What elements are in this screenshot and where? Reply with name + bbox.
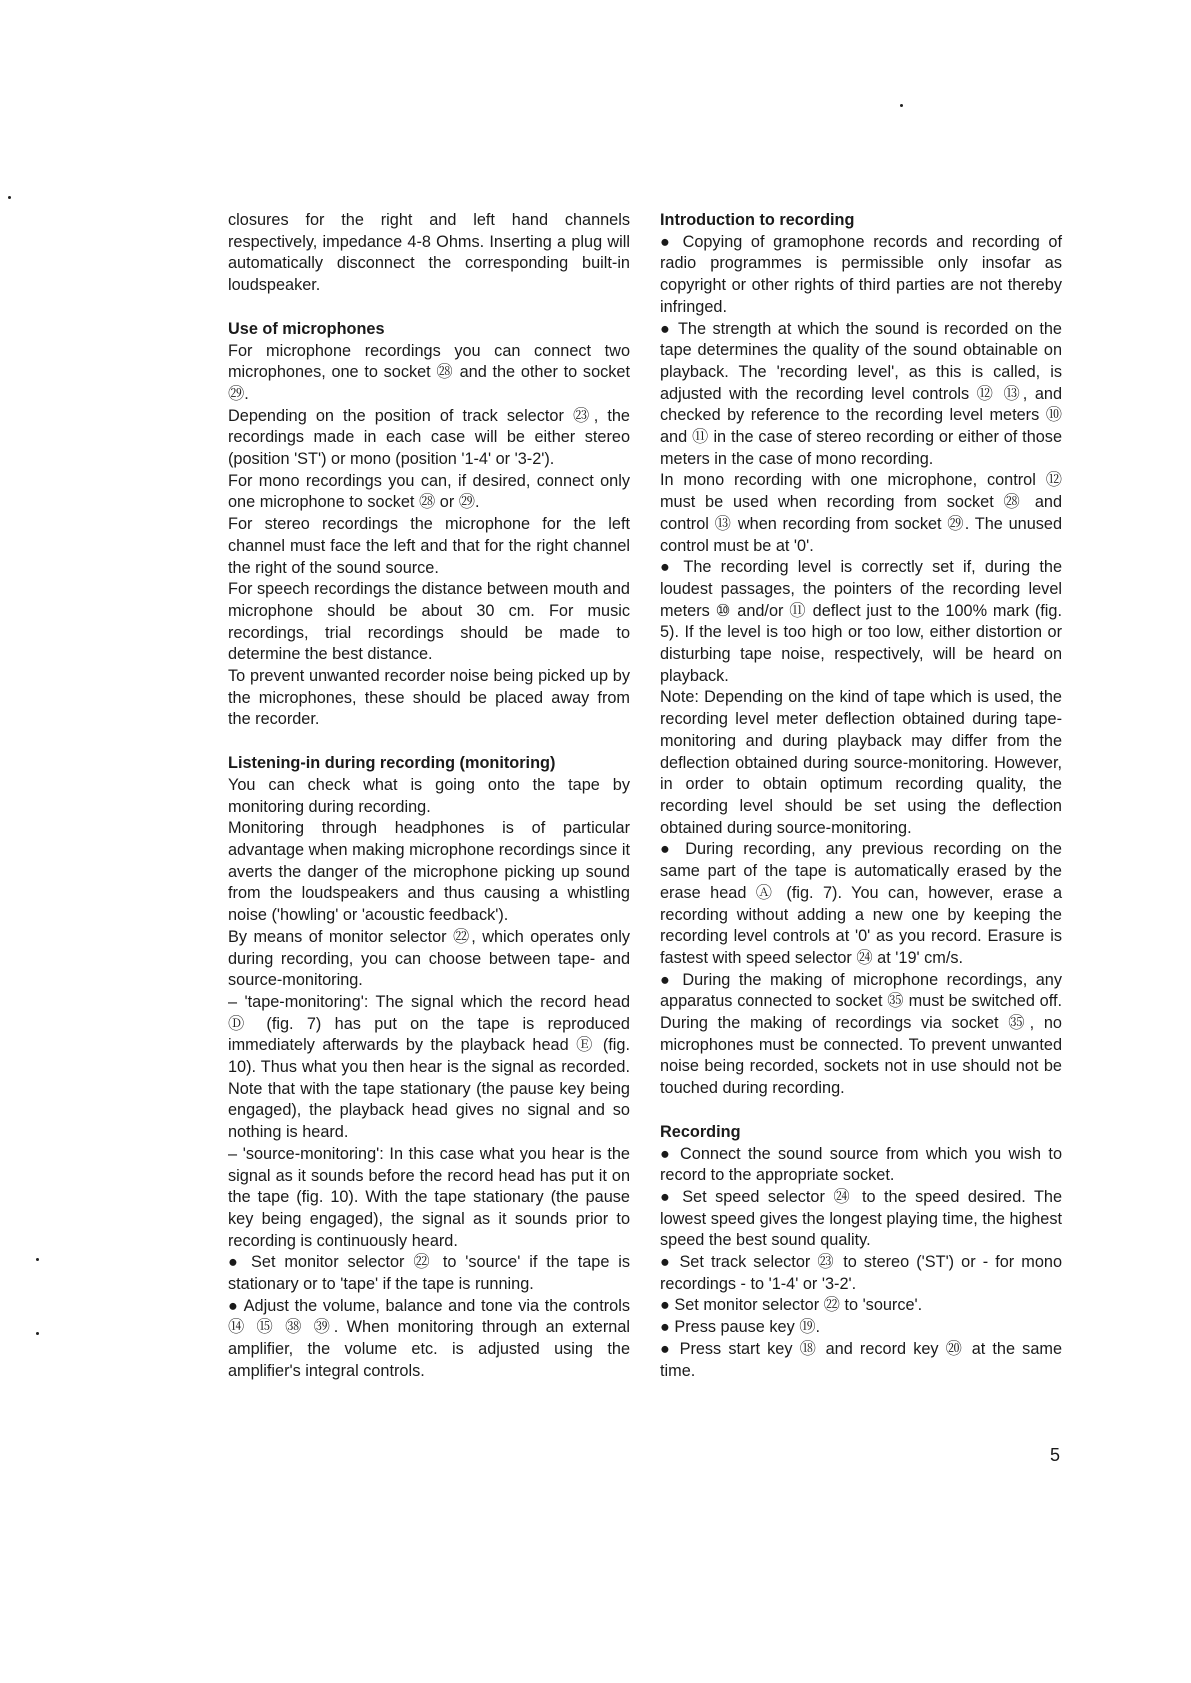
section-heading-introduction: Introduction to recording <box>660 211 855 229</box>
paragraph: For microphone recordings you can connect two microphones, one to socket ㉘ and the other to socket ㉙. <box>228 341 630 403</box>
paragraph: – 'tape-monitoring': The signal which the record head Ⓓ (fig. 7) has put on the tape is reproduced immediately afterwards by the playback head Ⓔ (fig. 10). Thus what you then hear is the signal as recorded. Note that with the tape stationary (the pause key being engaged), the playback head gives no signal and so nothing is heard. <box>228 992 630 1142</box>
scan-speck <box>36 1258 39 1261</box>
intro-paragraph: closures for the right and left hand channels respectively, impedance 4-8 Ohms. Inserting a plug will automatically disconnect the corresponding built-in loudspeaker. <box>228 211 630 295</box>
scan-speck <box>8 196 11 199</box>
paragraph: To prevent unwanted recorder noise being picked up by the microphones, these should be placed away from the recorder. <box>228 667 630 729</box>
paragraph: In mono recording with one microphone, control ⑫ must be used when recording from socket ㉘ and control ⑬ when recording from socket ㉙. The unused control must be at '0'. <box>660 471 1062 555</box>
bullet-item: ● The recording level is correctly set if, during the loudest passages, the pointers of the recording level meters ⑩ and/or ⑪ deflect just to the 100% mark (fig. 5). If the level is too high or too low, either distortion or disturbing tape noise, respectively, will be heard on playback. <box>660 558 1062 685</box>
section-heading-monitoring: Listening-in during recording (monitoring) <box>228 754 556 773</box>
paragraph: You can check what is going onto the tape by monitoring during recording. <box>228 775 630 816</box>
paragraph: Depending on the position of track selector ㉓, the recordings made in each case will be either stereo (position 'ST') or mono (position '1-4' or '3-2'). <box>228 406 630 469</box>
section-heading-use-of-microphones: Use of microphones <box>228 319 385 338</box>
note-paragraph: Note: Depending on the kind of tape which is used, the recording level meter deflection obtained during tape-monitoring and during playback may differ from the deflection obtained during source-monitoring. However, in order to obtain optimum recording quality, the recording level should be set using the deflection obtained during source-monitoring. <box>660 688 1062 837</box>
bullet-item: ● Press pause key ⑲. <box>660 1318 821 1337</box>
left-column <box>228 210 630 1383</box>
paragraph: Monitoring through headphones is of particular advantage when making microphone recordings since it averts the danger of the microphone picking up sound from the loudspeakers and thus causing a whistling noise ('howling' or 'acoustic feedback'). <box>228 819 630 925</box>
bullet-item: ● The strength at which the sound is recorded on the tape determines the quality of the sound obtainable on playback. The 'recording level', as this is called, is adjusted with the recording level controls ⑫ ⑬, and checked by reference to the recording level meters ⑩ and ⑪ in the case of stereo recording or either of those meters in the case of mono recording. <box>660 319 1062 468</box>
bullet-item: ● During the making of microphone recordings, any apparatus connected to socket ㉟ must be switched off. During the making of recordings via socket ㉟, no microphones must be connected. To prevent unwanted noise being recorded, sockets not in use should not be touched during recording. <box>660 970 1062 1098</box>
bullet-item: ● Copying of gramophone records and recording of radio programmes is permissible only insofar as copyright or other rights of third parties are not thereby infringed. <box>660 232 1062 316</box>
paragraph: By means of monitor selector ㉒, which operates only during recording, you can choose between tape- and source-monitoring. <box>228 927 630 990</box>
bullet-item: ● Set speed selector ㉔ to the speed desired. The lowest speed gives the longest playing time, the highest speed the best sound quality. <box>660 1187 1062 1250</box>
bullet-item: ● Connect the sound source from which you wish to record to the appropriate socket. <box>660 1144 1062 1185</box>
scan-speck <box>900 104 903 107</box>
paragraph: For mono recordings you can, if desired, connect only one microphone to socket ㉘ or ㉙. <box>228 471 630 512</box>
bullet-item: ● Set monitor selector ㉒ to 'source' if the tape is stationary or to 'tape' if the tape is running. <box>228 1253 630 1294</box>
bullet-item: ● Adjust the volume, balance and tone via the controls ⑭ ⑮ ㊳ ㊴. When monitoring through an external amplifier, the volume etc. is adjusted using the amplifier's integral controls. <box>228 1296 630 1380</box>
bullet-item: ● Set track selector ㉓ to stereo ('ST') or - for mono recordings - to '1-4' or '3-2'. <box>660 1253 1062 1293</box>
bullet-item: ● Press start key ⑱ and record key ⑳ at the same time. <box>660 1339 1062 1380</box>
section-heading-recording: Recording <box>660 1122 741 1141</box>
bullet-item: ● During recording, any previous recording on the same part of the tape is automatically erased by the erase head Ⓐ (fig. 7). You can, however, erase a recording without adding a new one by keeping the recording level controls at '0' as you record. Erasure is fastest with speed selector ㉔ at '19' cm/s. <box>660 840 1062 967</box>
bullet-item: ● Set monitor selector ㉒ to 'source'. <box>660 1296 923 1315</box>
paragraph: For stereo recordings the microphone for the left channel must face the left and that for the right channel the right of the sound source. <box>228 515 630 577</box>
right-column <box>660 210 1062 1382</box>
scan-speck <box>36 1332 39 1335</box>
paragraph: – 'source-monitoring': In this case what you hear is the signal as it sounds before the record head has put it on the tape (fig. 10). With the tape stationary (the pause key being engaged), the signal as it sounds prior to recording is continuously heard. <box>228 1144 630 1250</box>
page-number: 5 <box>1049 1445 1060 1465</box>
paragraph: For speech recordings the distance between mouth and microphone should be about 30 cm. For music recordings, trial recordings should be made to determine the best distance. <box>228 580 630 664</box>
